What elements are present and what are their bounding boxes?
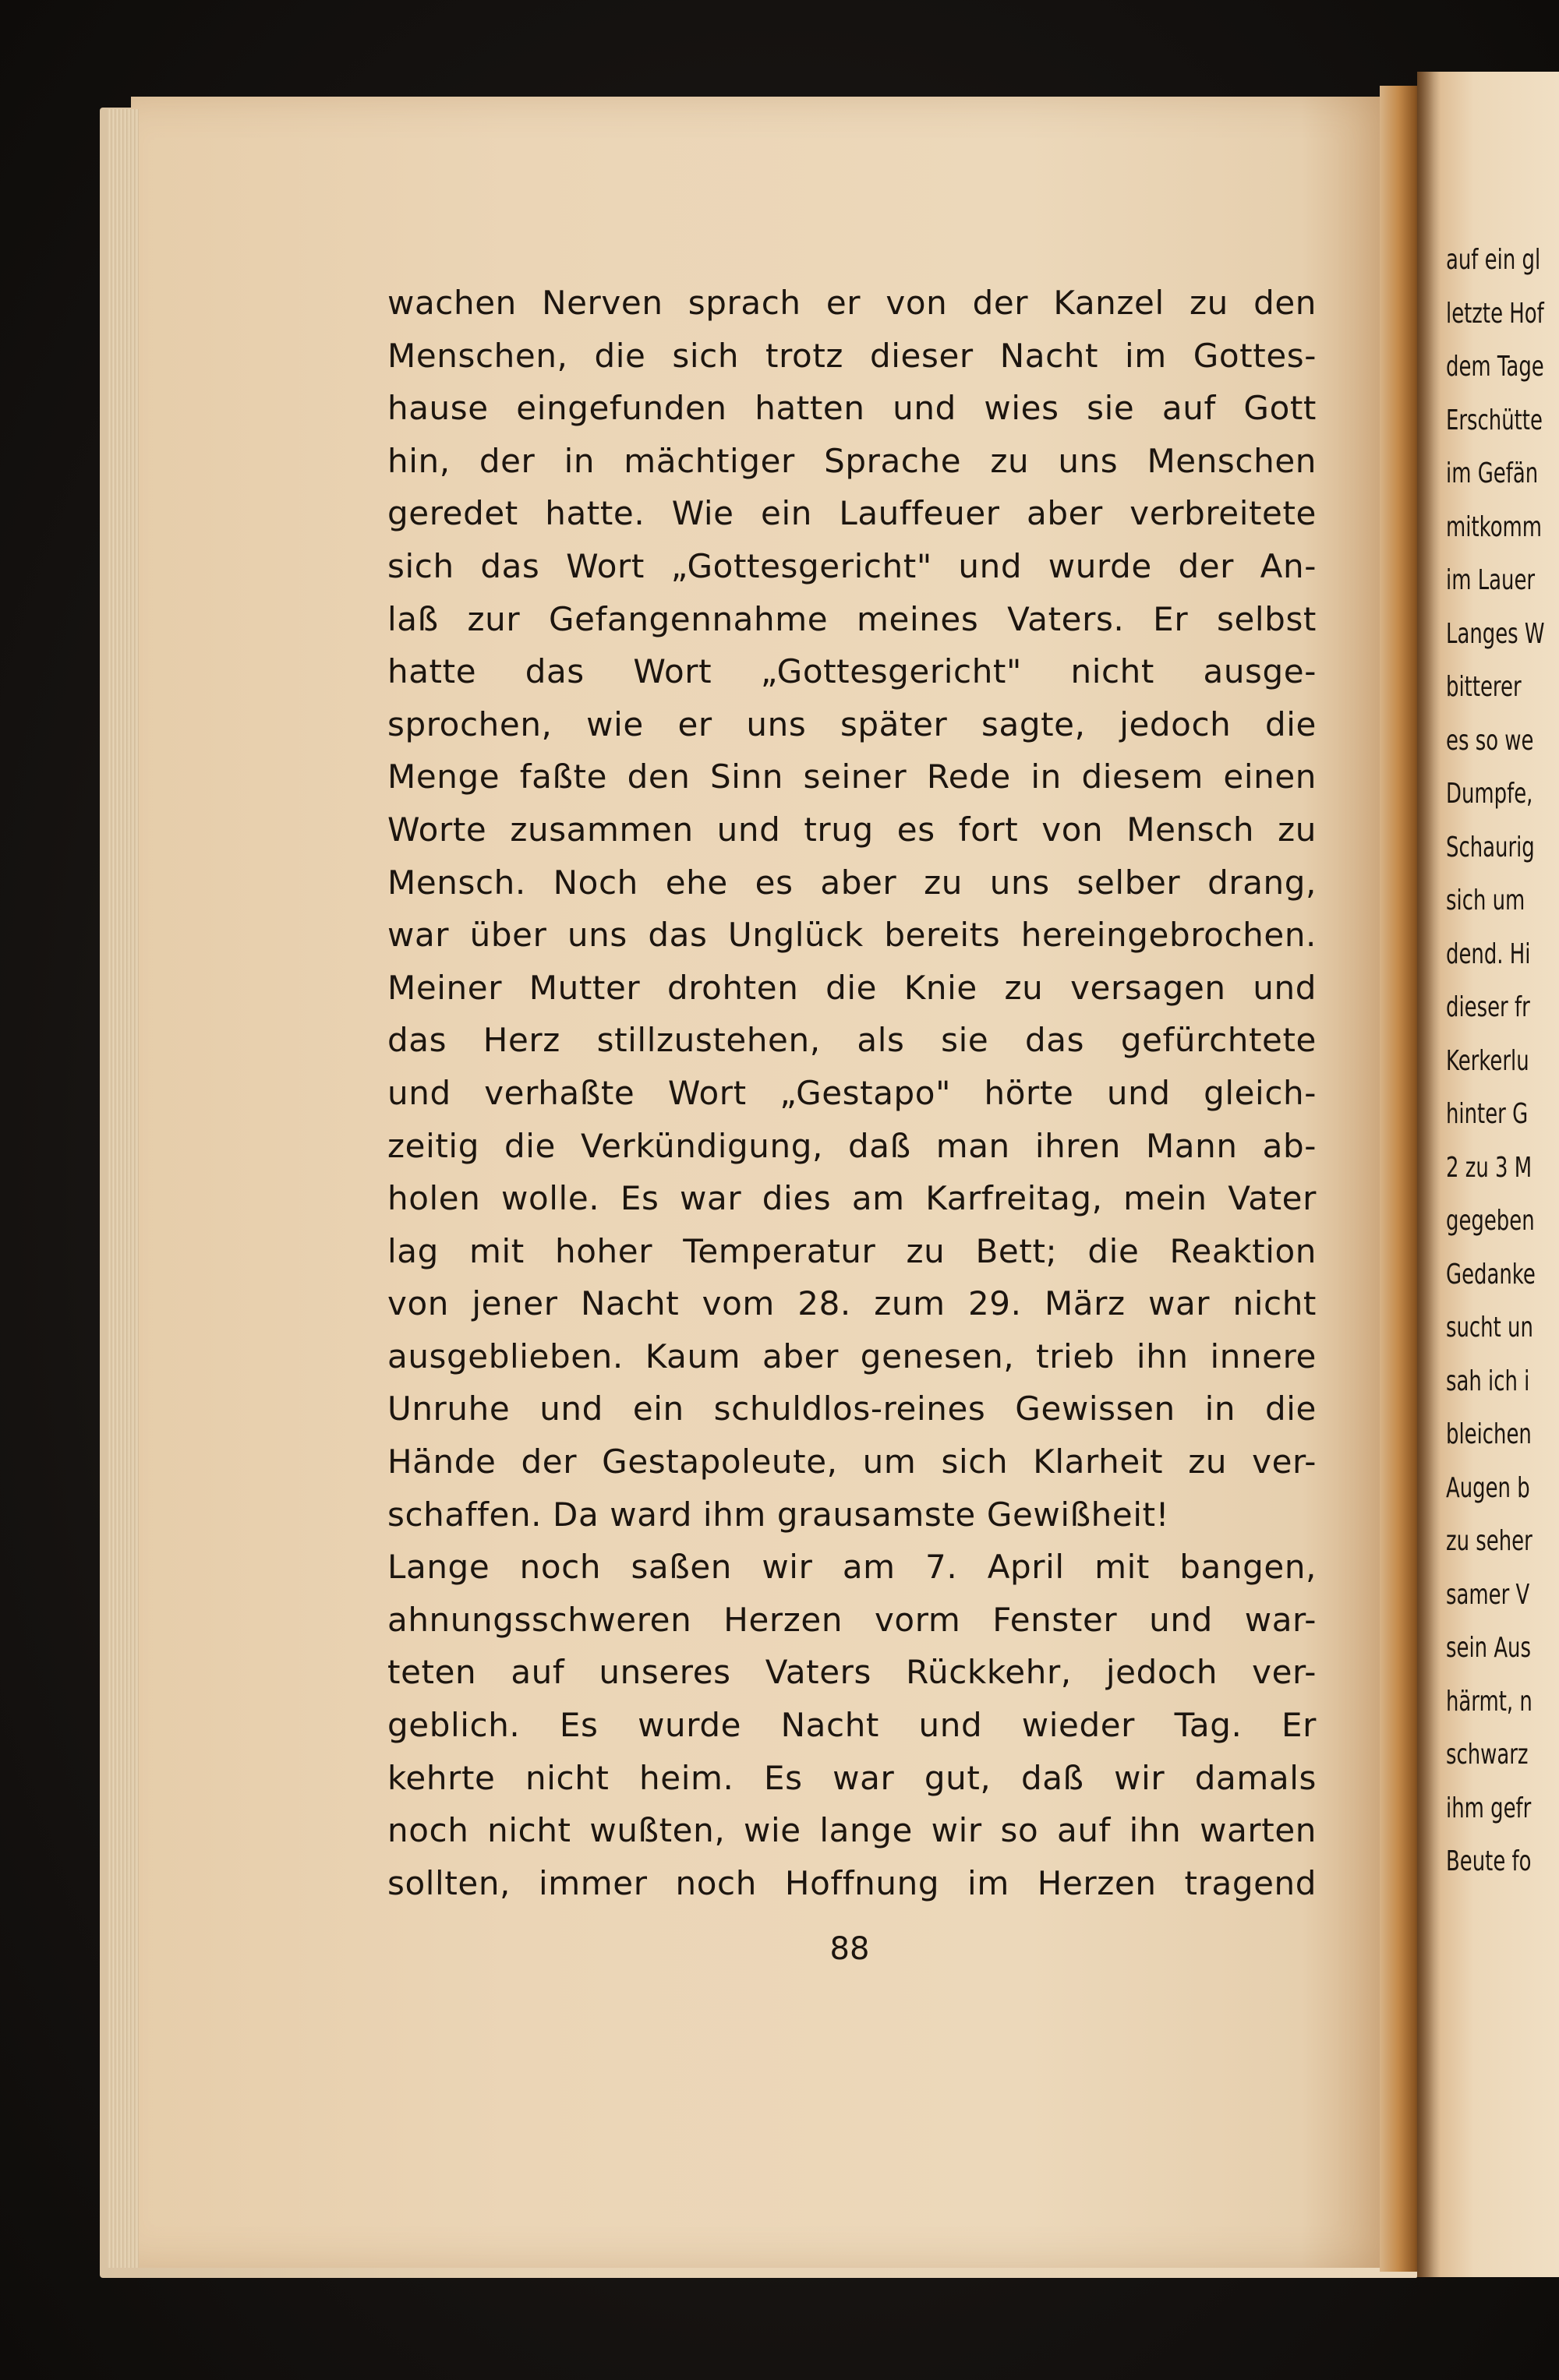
text-line: sucht un	[1446, 1312, 1533, 1344]
text-line: sah ich i	[1446, 1365, 1530, 1397]
text-line: war über uns das Unglück bereits hereingebrochen.	[387, 916, 1317, 955]
text-line: mitkomm	[1446, 510, 1543, 543]
text-line: bitterer	[1446, 671, 1522, 703]
text-line: wachen Nerven sprach er von der Kanzel zu den	[387, 284, 1317, 322]
text-line: schwarz	[1446, 1739, 1529, 1771]
text-line: sich das Wort „Gottesgericht" und wurde der An-	[387, 546, 1317, 585]
text-line: geblich. Es wurde Nacht und wieder Tag. Er	[387, 1706, 1317, 1745]
text-line: Gedanke	[1446, 1258, 1536, 1291]
right-page-text	[1446, 234, 1559, 1909]
text-line: sich um	[1446, 885, 1525, 916]
text-line: Hände der Gestapoleute, um sich Klarheit zu ver-	[387, 1442, 1317, 1481]
text-line: teten auf unseres Vaters Rückkehr, jedoch ver-	[387, 1653, 1317, 1692]
text-line: es so we	[1446, 724, 1534, 757]
text-line: hause eingefunden hatten und wies sie auf Gott	[387, 389, 1317, 428]
text-line: zeitig die Verkündigung, daß man ihren Mann ab-	[387, 1126, 1317, 1165]
text-line: gegeben	[1446, 1205, 1535, 1237]
text-line: hatte das Wort „Gottesgericht" nicht ausge-	[387, 652, 1317, 691]
text-line: härmt, n	[1446, 1685, 1532, 1718]
text-line: Mensch. Noch ehe es aber zu uns selber drang,	[387, 863, 1317, 902]
gutter-shadow	[1417, 72, 1441, 2277]
text-line: hinter G	[1446, 1098, 1529, 1130]
text-line: Unruhe und ein schuldlos-reines Gewissen in die	[387, 1390, 1317, 1428]
text-line: ahnungsschweren Herzen vorm Fenster und war-	[387, 1600, 1317, 1639]
text-line: geredet hatte. Wie ein Lauffeuer aber verbreitete	[387, 494, 1317, 533]
text-line: Kerkerlu	[1446, 1044, 1529, 1077]
text-line: lag mit hoher Temperatur zu Bett; die Reaktion	[387, 1231, 1317, 1270]
text-line: dieser fr	[1446, 991, 1530, 1023]
text-line: schaffen. Da ward ihm grausamste Gewißheit!	[387, 1495, 1170, 1534]
text-line: hin, der in mächtiger Sprache zu uns Menschen	[387, 441, 1317, 480]
text-line: Meiner Mutter drohten die Knie zu versagen und	[387, 968, 1317, 1007]
text-line: Langes W	[1446, 617, 1545, 650]
text-line: Menge faßte den Sinn seiner Rede in diesem einen	[387, 757, 1317, 796]
text-line: Erschütte	[1446, 404, 1543, 436]
text-line: 2 zu 3 M	[1446, 1151, 1532, 1184]
text-line: dend. Hi	[1446, 938, 1531, 970]
text-line: Beute fo	[1446, 1845, 1532, 1877]
text-line: holen wolle. Es war dies am Karfreitag, mein Vater	[387, 1179, 1317, 1218]
text-line: und verhaßte Wort „Gestapo" hörte und gleich-	[387, 1073, 1317, 1112]
left-page-text	[387, 277, 1317, 1909]
text-line: dem Tage	[1446, 351, 1544, 383]
text-line: Menschen, die sich trotz dieser Nacht im Gottes-	[387, 336, 1317, 375]
text-line: sollten, immer noch Hoffnung im Herzen tragend	[387, 1863, 1317, 1902]
text-line: auf ein gl	[1446, 244, 1541, 276]
text-line: kehrte nicht heim. Es war gut, daß wir damals	[387, 1758, 1317, 1797]
text-line: ihm gefr	[1446, 1792, 1532, 1824]
page-number: 88	[829, 1931, 870, 1967]
text-line: laß zur Gefangennahme meines Vaters. Er selbst	[387, 599, 1317, 638]
text-line: Augen b	[1446, 1471, 1530, 1504]
text-line: zu seher	[1446, 1525, 1532, 1557]
text-line: sein Aus	[1446, 1632, 1531, 1664]
text-line: Schaurig	[1446, 831, 1535, 863]
text-line: samer V	[1446, 1578, 1530, 1611]
text-line: das Herz stillzustehen, als sie das gefürchtete	[387, 1021, 1317, 1060]
text-line: noch nicht wußten, wie lange wir so auf ihn warten	[387, 1811, 1317, 1850]
text-line: Lange noch saßen wir am 7. April mit bangen,	[387, 1548, 1317, 1587]
text-line: ausgeblieben. Kaum aber genesen, trieb ihn innere	[387, 1337, 1317, 1375]
page-edges	[108, 109, 139, 2268]
text-line: Worte zusammen und trug es fort von Mensch zu	[387, 810, 1317, 849]
text-line: im Gefän	[1446, 457, 1539, 489]
text-line: von jener Nacht vom 28. zum 29. März war nicht	[387, 1284, 1317, 1323]
text-line: Dumpfe,	[1446, 778, 1533, 810]
text-line: im Lauer	[1446, 564, 1536, 596]
text-line: bleichen	[1446, 1418, 1532, 1450]
text-line: letzte Hof	[1446, 297, 1544, 330]
text-line: sprochen, wie er uns später sagte, jedoch die	[387, 704, 1317, 743]
